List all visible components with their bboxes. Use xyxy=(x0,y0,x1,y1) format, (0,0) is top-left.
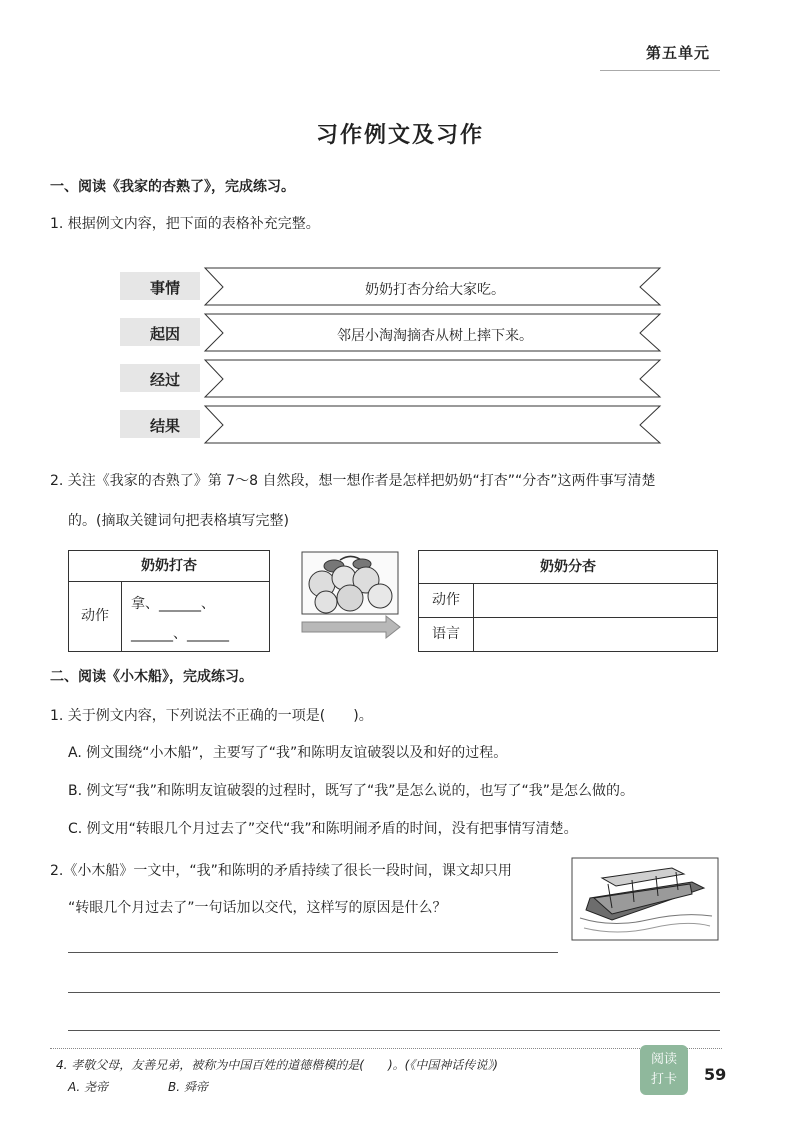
reading-checkin-badge xyxy=(640,1045,688,1095)
question-2-1: 1. 关于例文内容，下列说法不正确的一项是( )。 xyxy=(50,708,373,724)
question-2-2-line2: “转眼几个月过去了”一句话加以交代，这样写的原因是什么？ xyxy=(68,900,447,916)
ribbon-process[interactable] xyxy=(205,360,665,398)
row-label-result: 结果 xyxy=(150,417,181,435)
wooden-boat-illustration xyxy=(572,858,722,944)
table-pick-action-line1[interactable]: 拿、______、 xyxy=(131,596,215,612)
badge-line-1: 阅读 xyxy=(650,1052,677,1067)
table-share-action-cell[interactable] xyxy=(474,584,717,618)
answer-line-2[interactable] xyxy=(68,992,720,993)
table-share-header: 奶奶分杏 xyxy=(419,551,717,584)
row-label-event: 事情 xyxy=(150,279,181,297)
question-1-1: 1. 根据例文内容，把下面的表格补充完整。 xyxy=(50,216,320,232)
row-label-cause: 起因 xyxy=(150,325,181,343)
table-share-speech-label: 语言 xyxy=(419,618,474,651)
row-label-process: 经过 xyxy=(150,371,181,389)
row-value-event: 奶奶打杏分给大家吃。 xyxy=(365,282,505,298)
table-pick-apricots xyxy=(68,550,270,652)
header-rule xyxy=(600,70,720,71)
question-1-2-line1: 2. 关注《我家的杏熟了》第 7～8 自然段，想一想作者是怎样把奶奶“打杏”“分杏”这两件事写清楚 xyxy=(50,473,656,489)
question-2-2-line1: 2.《小木船》一文中，“我”和陈明的矛盾持续了很长一段时间，课文却只用 xyxy=(50,863,512,879)
table-pick-action-label: 动作 xyxy=(69,582,122,651)
table-share-apricots xyxy=(418,550,718,652)
footer-divider xyxy=(50,1048,722,1049)
footer-question: 4. 孝敬父母，友善兄弟，被称为中国百姓的道德楷模的是( )。(《中国神话传说》) xyxy=(56,1058,498,1072)
section-2-heading: 二、阅读《小木船》，完成练习。 xyxy=(50,669,253,685)
question-1-2-line2: 的。(摘取关键词句把表格填写完整) xyxy=(68,513,289,529)
table-share-speech-cell[interactable] xyxy=(474,618,717,651)
table-share-action-label: 动作 xyxy=(419,584,474,618)
badge-line-2: 打卡 xyxy=(650,1072,677,1087)
answer-line-3[interactable] xyxy=(68,1030,720,1031)
footer-option-b: B. 舜帝 xyxy=(168,1080,208,1094)
ribbon-result[interactable] xyxy=(205,406,665,444)
answer-line-1[interactable] xyxy=(68,952,558,953)
option-a[interactable]: A. 例文围绕“小木船”，主要写了“我”和陈明友谊破裂以及和好的过程。 xyxy=(68,745,508,761)
footer-option-a: A. 尧帝 xyxy=(68,1080,109,1094)
unit-label: 第五单元 xyxy=(645,44,710,62)
page-number: 59 xyxy=(704,1065,727,1084)
table-pick-header: 奶奶打杏 xyxy=(69,551,269,582)
option-c[interactable]: C. 例文用“转眼几个月过去了”交代“我”和陈明闹矛盾的时间，没有把事情写清楚。 xyxy=(68,821,578,837)
section-1-heading: 一、阅读《我家的杏熟了》，完成练习。 xyxy=(50,179,295,195)
apricots-illustration xyxy=(300,552,410,642)
option-b[interactable]: B. 例文写“我”和陈明友谊破裂的过程时，既写了“我”是怎么说的，也写了“我”是怎么做的。 xyxy=(68,783,635,799)
row-value-cause: 邻居小淘淘摘杏从树上摔下来。 xyxy=(337,328,533,344)
page-title: 习作例文及习作 xyxy=(315,123,484,148)
table-pick-action-line2[interactable]: ______、______ xyxy=(131,626,229,642)
